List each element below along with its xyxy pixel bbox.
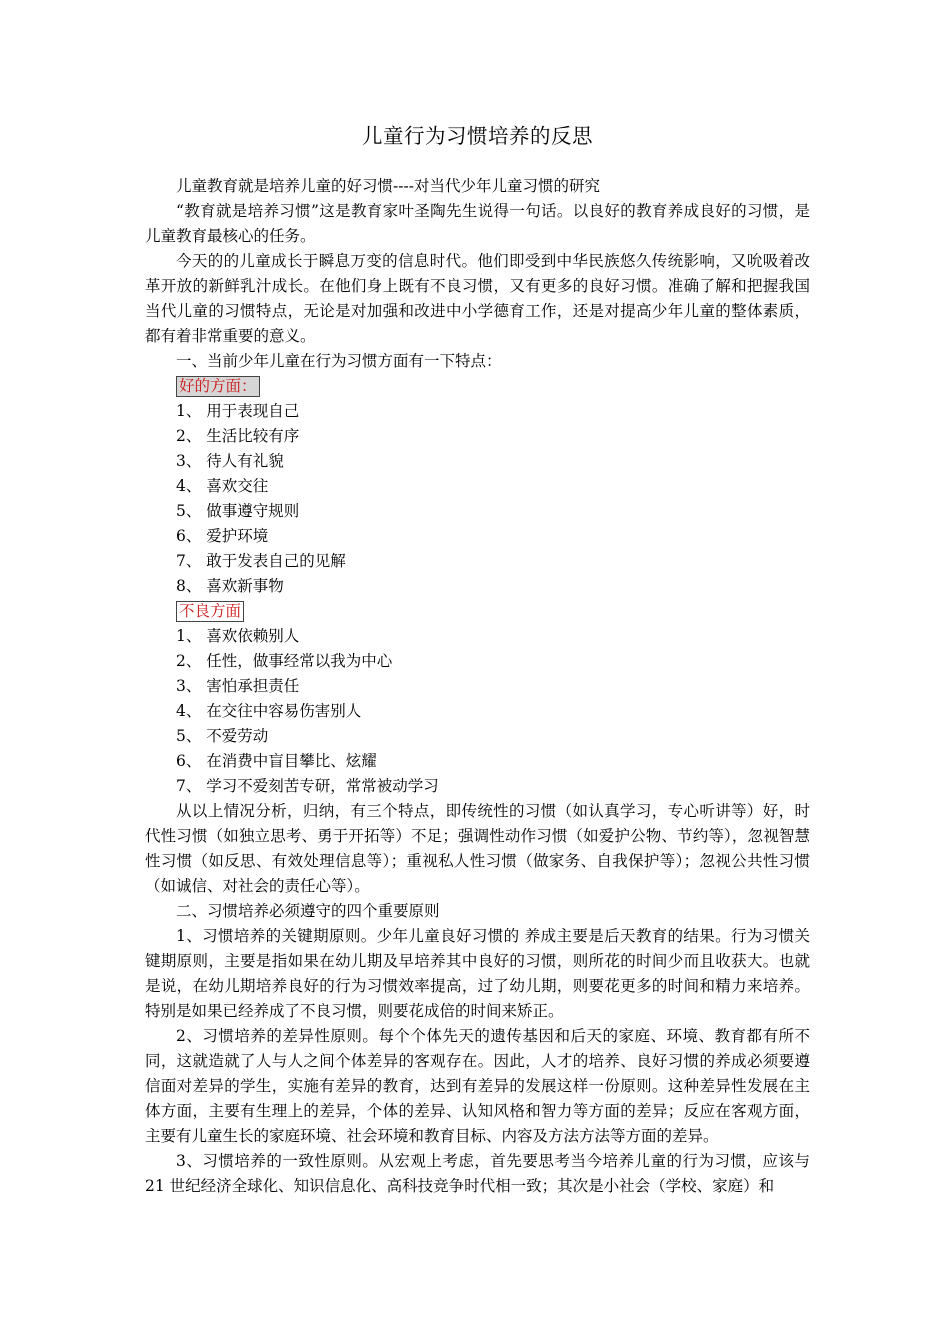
good-aspects-label-line xyxy=(145,374,810,399)
good-item: 7、 敢于发表自己的见解 xyxy=(176,552,346,570)
bad-item: 7、 学习不爱刻苦专研，常常被动学习 xyxy=(176,777,439,795)
good-item: 2、 生活比较有序 xyxy=(176,427,300,445)
intro-quote-paragraph: “教育就是培养习惯”这是教育家叶圣陶先生说得一句话。以良好的教育养成良好的习惯，是儿童教育最核心的任务。 xyxy=(145,202,810,245)
bad-item: 1、 喜欢依赖别人 xyxy=(176,627,300,645)
principle-paragraph: 3、习惯培养的一致性原则。从宏观上考虑，首先要思考当今培养儿童的行为习惯，应该与 21 世纪经济全球化、知识信息化、高科技竞争时代相一致；其次是小社会（学校、家庭）和 xyxy=(145,1152,810,1195)
good-item: 5、 做事遵守规则 xyxy=(176,502,300,520)
bad-aspects-label-line xyxy=(145,599,810,624)
bad-item: 4、 在交往中容易伤害别人 xyxy=(176,702,362,720)
good-item: 4、 喜欢交往 xyxy=(176,477,269,495)
principle-paragraph: 2、习惯培养的差异性原则。每个个体先天的遗传基因和后天的家庭、环境、教育都有所不同，这就造就了人与人之间个体差异的客观存在。因此，人才的培养、良好习惯的养成必须要遵信面对差异的学生，实施有差异的教育，达到有差异的发展这样一份原则。这种差异性发展在主体方面，主要有生理上的差异，个体的差异、认知风格和智力等方面的差异；反应在客观方面，主要有儿童生长的家庭环境、社会环境和教育目标、内容及方法方法等方面的差异。 xyxy=(145,1027,810,1145)
document-page xyxy=(145,118,810,1199)
good-item: 1、 用于表现自己 xyxy=(176,402,300,420)
bad-item: 6、 在消费中盲目攀比、炫耀 xyxy=(176,752,377,770)
bad-item: 2、 任性，做事经常以我为中心 xyxy=(176,652,393,670)
good-item: 3、 待人有礼貌 xyxy=(176,452,284,470)
intro-context-paragraph: 今天的的儿童成长于瞬息万变的信息时代。他们即受到中华民族悠久传统影响，又吮吸着改革开放的新鲜乳汁成长。在他们身上既有不良习惯，又有更多的良好习惯。准确了解和把握我国当代儿童的习惯特点，无论是对加强和改进中小学德育工作，还是对提高少年儿童的整体素质，都有着非常重要的意义。 xyxy=(145,252,810,345)
section-1-heading: 一、当前少年儿童在行为习惯方面有一下特点： xyxy=(176,352,502,370)
good-item: 6、 爱护环境 xyxy=(176,527,269,545)
good-aspects-label: 好的方面： xyxy=(176,376,260,397)
intro-subtitle: 儿童教育就是培养儿童的好习惯----对当代少年儿童习惯的研究 xyxy=(176,177,600,195)
bad-item: 5、 不爱劳动 xyxy=(176,727,269,745)
section-2-heading: 二、习惯培养必须遵守的四个重要原则 xyxy=(176,902,440,920)
document-title: 儿童行为习惯培养的反思 xyxy=(362,124,593,148)
good-item: 8、 喜欢新事物 xyxy=(176,577,284,595)
principle-paragraph: 1、习惯培养的关键期原则。少年儿童良好习惯的 养成主要是后天教育的结果。行为习惯关键期原则，主要是指如果在幼儿期及早培养其中良好的习惯，则所花的时间少而且收获大。也就是说，在幼儿期培养良好的行为习惯效率提高，过了幼儿期，则要花更多的时间和精力来培养。特别是如果已经养成了不良习惯，则要花成倍的时间来矫正。 xyxy=(145,927,810,1020)
bad-item: 3、 害怕承担责任 xyxy=(176,677,300,695)
bad-aspects-label: 不良方面 xyxy=(176,601,244,622)
analysis-paragraph: 从以上情况分析，归纳，有三个特点，即传统性的习惯（如认真学习，专心听讲等）好，时代性习惯（如独立思考、勇于开拓等）不足；强调性动作习惯（如爱护公物、节约等），忽视智慧性习惯（如反思、有效处理信息等）；重视私人性习惯（做家务、自我保护等）；忽视公共性习惯（如诚信、对社会的责任心等）。 xyxy=(145,802,810,895)
